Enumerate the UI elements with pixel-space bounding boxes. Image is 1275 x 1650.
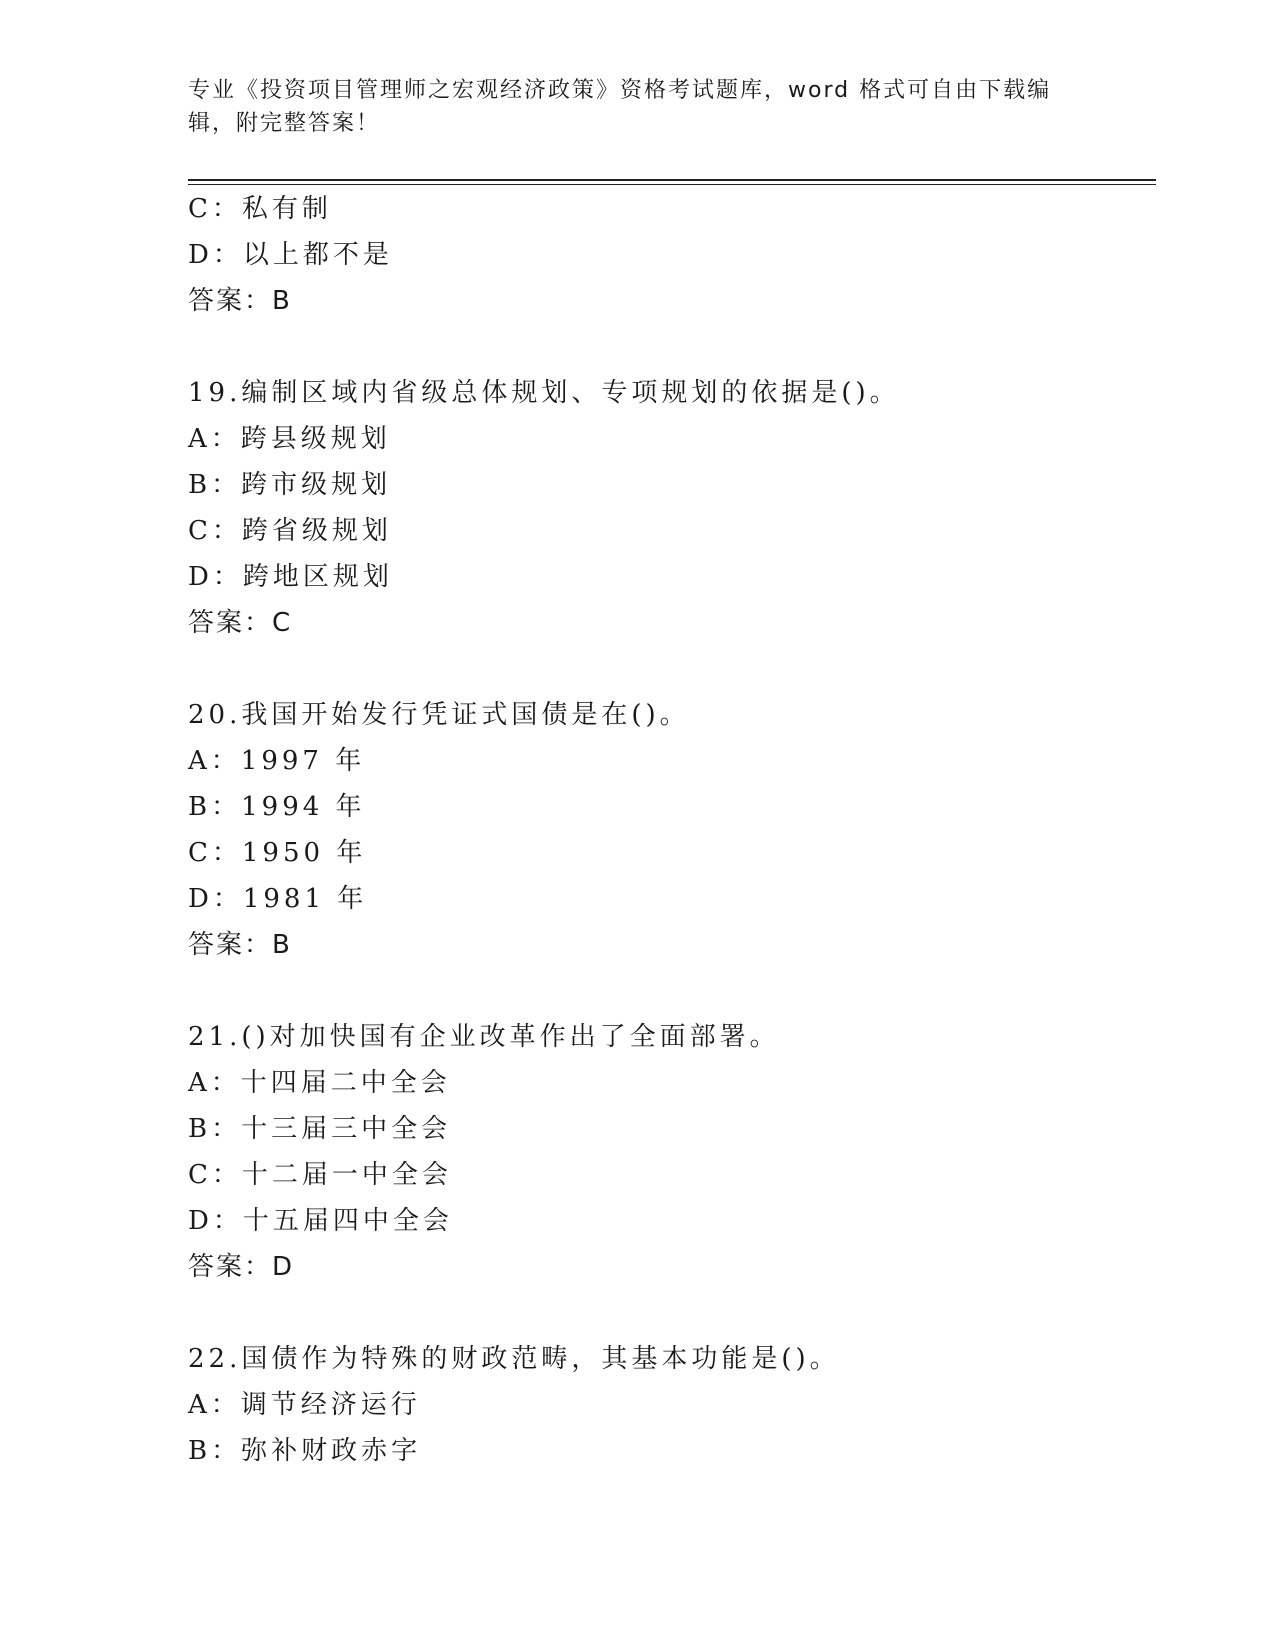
option-d: D：跨地区规划 bbox=[188, 562, 393, 592]
option-c: C：1950 年 bbox=[188, 838, 367, 868]
question-text: 20.我国开始发行凭证式国债是在()。 bbox=[188, 700, 690, 730]
option-a: A：十四届二中全会 bbox=[188, 1068, 451, 1098]
answer-line: 答案：D bbox=[188, 1252, 295, 1282]
header-divider-thick bbox=[188, 179, 1156, 181]
question-text: 22.国债作为特殊的财政范畴，其基本功能是()。 bbox=[188, 1344, 840, 1374]
option-b: B：跨市级规划 bbox=[188, 470, 392, 500]
option-b: B：1994 年 bbox=[188, 792, 366, 822]
option-a: A：调节经济运行 bbox=[188, 1390, 421, 1420]
option-d: D：1981 年 bbox=[188, 884, 368, 914]
option-c: C：私有制 bbox=[188, 194, 332, 224]
option-c: C：十二届一中全会 bbox=[188, 1160, 452, 1190]
answer-line: 答案：C bbox=[188, 608, 293, 638]
question-text: 21.()对加快国有企业改革作出了全面部署。 bbox=[188, 1022, 780, 1052]
option-b: B：十三届三中全会 bbox=[188, 1114, 452, 1144]
answer-line: 答案：B bbox=[188, 930, 292, 960]
option-c: C：跨省级规划 bbox=[188, 516, 392, 546]
answer-line: 答案：B bbox=[188, 286, 292, 316]
question-list bbox=[188, 186, 1156, 1474]
question-text: 19.编制区域内省级总体规划、专项规划的依据是()。 bbox=[188, 378, 900, 408]
option-d: D：十五届四中全会 bbox=[188, 1206, 453, 1236]
option-b: B：弥补财政赤字 bbox=[188, 1436, 422, 1466]
document-header: 专业《投资项目管理师之宏观经济政策》资格考试题库，word 格式可自由下载编辑，附完整答案！ bbox=[188, 78, 1052, 136]
option-a: A：1997 年 bbox=[188, 746, 366, 776]
option-a: A：跨县级规划 bbox=[188, 424, 391, 454]
header-divider-thin bbox=[188, 184, 1156, 185]
option-d: D：以上都不是 bbox=[188, 240, 393, 270]
